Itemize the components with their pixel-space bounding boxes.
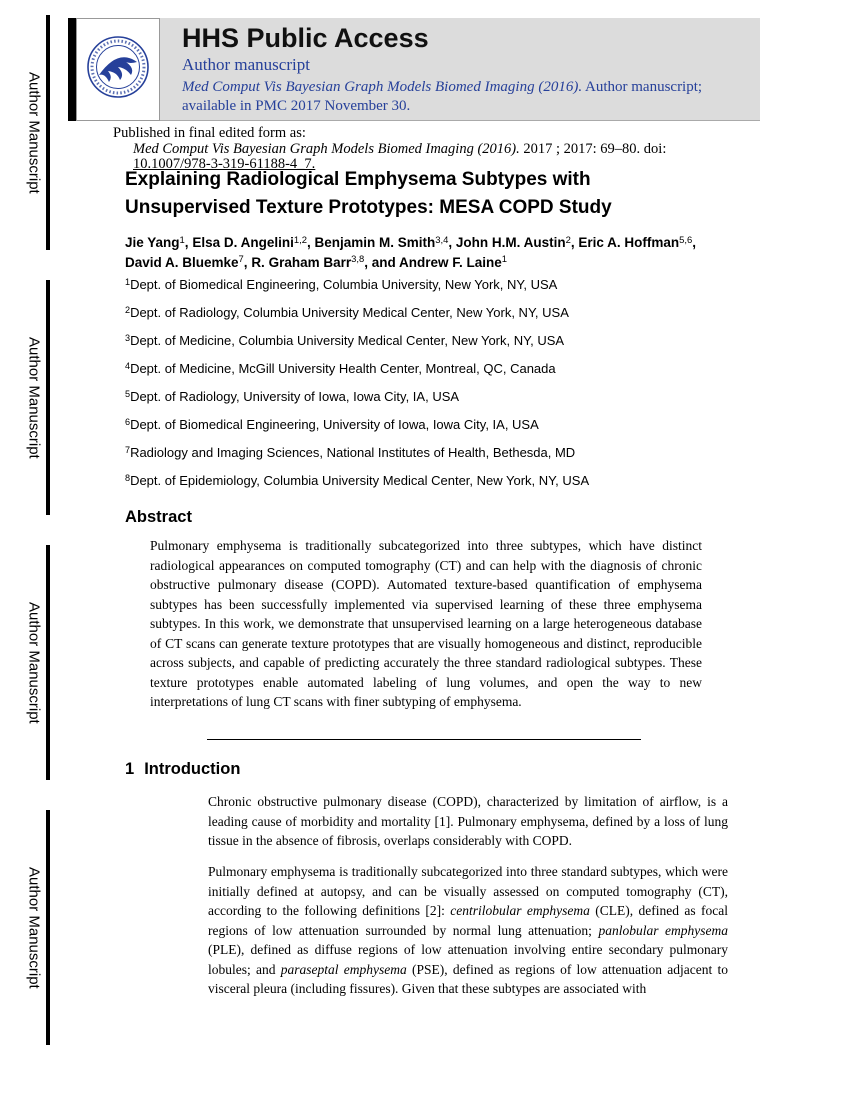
watermark-block — [24, 545, 50, 780]
intro-paragraph-2: Pulmonary emphysema is traditionally subcategorized into three standard subtypes, which were initially defined at autopsy, and can be visually assessed on computed tomography (CT), according to the following definitions [2]: centrilobular emphysema (CLE), defined as focal regions of low attenuation surrounded by normal lung attenuation; panlobular emphysema (PLE), defined as diffuse regions of low attenuation involving entire secondary pulmonary lobules; and paraseptal emphysema (PSE), defined as regions of low attenuation adjacent to visceral pleura (including fissures). Given that these subtypes are associated with — [208, 864, 729, 996]
watermark-text: Author Manuscript — [25, 336, 43, 459]
author: Jie Yang$^1$, — [125, 234, 193, 250]
author: R. Graham Barr$^{3,8}$, and — [251, 254, 399, 270]
doi-link[interactable]: 10.1007/978-3-319-61188-4_7. — [133, 156, 316, 172]
header-left-bar — [68, 18, 76, 121]
watermark-block — [24, 280, 50, 515]
hhs-seal-icon — [86, 35, 150, 104]
author: John H.M. Austin$^2$, — [455, 234, 579, 250]
header-title: HHS Public Access — [182, 23, 429, 53]
watermark-bar — [46, 810, 50, 1045]
abstract-text: Pulmonary emphysema is traditionally subcategorized into three subtypes, which have distinct radiological appearances on computed tomography (CT) and can help with the diagnosis of chronic obstructive pulmonary disease (COPD). Automated texture-based quantification of emphysema subtypes has been successfully implemented via supervised learning of these three emphysema subtypes. In this work, we demonstrate that unsupervised learning on a large heterogeneous database of CT scans can generate texture prototypes that are visually homogeneous and distinct, reproducible across subjects, and capable of predicting accurately the three standard radiological subtypes. These texture prototypes enable automated labeling of lung volumes, and open the way to new interpretations of lung CT scans with finer subtyping of emphysema. — [150, 538, 702, 709]
watermark-text: Author Manuscript — [25, 601, 43, 724]
affiliation: $^8$Dept. of Epidemiology, Columbia University Medical Center, New York, NY, USA — [125, 472, 590, 488]
watermark-text: Author Manuscript — [25, 866, 43, 989]
header-citation — [182, 78, 750, 116]
affiliation-list — [125, 278, 745, 502]
article-title: Explaining Radiological Emphysema Subtypes with Unsupervised Texture Prototypes: MESA COPD Study — [125, 169, 612, 218]
watermark-block — [24, 810, 50, 1045]
author: Eric A. Hoffman$^{5,6}$, — [578, 234, 697, 250]
header-journal-name: Med Comput Vis Bayesian Graph Models Biomed Imaging (2016). — [182, 79, 583, 95]
published-citation-rest: 2017 ; 2017: 69–80. doi: — [519, 140, 667, 157]
hhs-logo-box — [76, 18, 160, 121]
header-citation-rest: Author manuscript; available in PMC 2017 November 30. — [182, 79, 703, 114]
author: David A. Bluemke$^7$, — [125, 254, 252, 270]
abstract-divider — [207, 739, 641, 740]
header-main — [160, 18, 760, 121]
watermark-bar — [46, 280, 50, 515]
affiliation: $^6$Dept. of Biomedical Engineering, University of Iowa, Iowa City, IA, USA — [125, 416, 539, 432]
section-number: 1 — [125, 760, 135, 778]
affiliation: $^1$Dept. of Biomedical Engineering, Columbia University, New York, NY, USA — [125, 276, 558, 292]
author: Andrew F. Laine$^1$ — [399, 254, 508, 270]
header-banner — [68, 18, 760, 121]
affiliation: $^4$Dept. of Medicine, McGill University Health Center, Montreal, QC, Canada — [125, 360, 556, 376]
watermark-bar — [46, 545, 50, 780]
watermark-bar — [46, 15, 50, 250]
watermark-text: Author Manuscript — [25, 71, 43, 194]
published-journal-name: Med Comput Vis Bayesian Graph Models Biomed Imaging (2016). — [133, 140, 520, 157]
affiliation: $^2$Dept. of Radiology, Columbia University Medical Center, New York, NY, USA — [125, 304, 569, 320]
header-subtitle: Author manuscript — [182, 55, 310, 74]
abstract-heading: Abstract — [125, 508, 192, 526]
published-citation — [133, 142, 666, 158]
watermark-block — [24, 15, 50, 250]
author-list — [125, 233, 730, 272]
introduction-heading — [125, 760, 240, 779]
published-prefix: Published in final edited form as: — [113, 125, 306, 141]
affiliation: $^3$Dept. of Medicine, Columbia University Medical Center, New York, NY, USA — [125, 332, 565, 348]
section-title: Introduction — [144, 760, 241, 778]
affiliation: $^5$Dept. of Radiology, University of Iowa, Iowa City, IA, USA — [125, 388, 460, 404]
author: Benjamin M. Smith$^{3,4}$, — [314, 234, 456, 250]
affiliation: $^7$Radiology and Imaging Sciences, National Institutes of Health, Bethesda, MD — [125, 444, 576, 460]
intro-paragraph-1: Chronic obstructive pulmonary disease (COPD), characterized by limitation of airflow, is a leading cause of morbidity and mortality [1]. Pulmonary emphysema, defined by a loss of lung tissue in the absence of fibrosis, overlaps considerably with COPD. — [208, 794, 728, 848]
author: Elsa D. Angelini$^{1,2}$, — [192, 234, 315, 250]
